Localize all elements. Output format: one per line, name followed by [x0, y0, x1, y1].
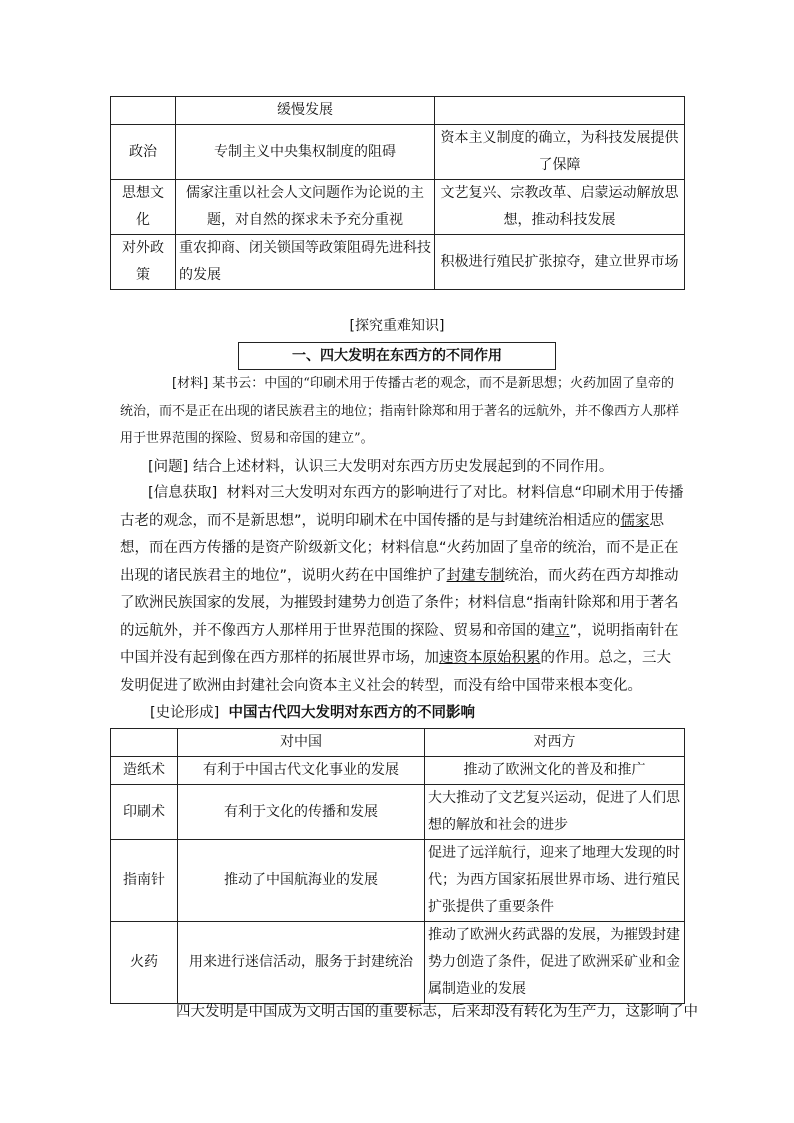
info-underline-4: 速资本原始积累: [439, 650, 541, 666]
four-inventions-table: [110, 728, 685, 1004]
west-cell: 促进了远洋航行，迎来了地理大发现的时代；为西方国家拓展世界市场、进行殖民扩张提供了重要条件: [425, 840, 685, 922]
china-cell: 用来进行迷信活动，服务于封建统治: [178, 922, 425, 1004]
table-row: [111, 235, 685, 290]
section-title: 一、四大发明在东西方的不同作用: [238, 342, 556, 370]
china-cell: 缓慢发展: [176, 97, 435, 125]
west-cell: 推动了欧洲文化的普及和推广: [425, 757, 685, 785]
problem-text: 结合上述材料，认识三大发明对东西方历史发展起到的不同作用。: [192, 459, 614, 475]
info-text-4: ”，说明指南针在中国并没有起到像在西方那样的拓展世界市场，加: [120, 622, 679, 666]
table-row: [111, 180, 685, 235]
header-cell: 对中国: [178, 729, 425, 757]
material-text: 某书云：中国的“印刷术用于传播古老的观念，而不是新思想；火药加固了皇帝的统治，而不是正在出现的诸民族君主的地位；指南针除郑和用于著名的远航外，并不像西方人那样用于世界范围的探险、贸易和帝国的建立”。: [120, 376, 680, 446]
china-cell: 儒家注重以社会人文问题作为论说的主题，对自然的探求未予充分重视: [176, 180, 435, 235]
section-label: [探究重难知识]: [349, 318, 445, 334]
china-cell: 有利于文化的传播和发展: [178, 785, 425, 840]
row-label: 指南针: [111, 840, 178, 922]
west-cell: 积极进行殖民扩张掠夺，建立世界市场: [435, 235, 685, 290]
info-paragraph: [120, 480, 685, 700]
west-cell: 大大推动了文艺复兴运动，促进了人们思想的解放和社会的进步: [425, 785, 685, 840]
problem-tag: [问题]: [148, 459, 189, 475]
table-row: [111, 757, 685, 785]
info-tag: [信息获取]: [148, 485, 218, 501]
problem-paragraph: [120, 454, 685, 482]
row-label: 火药: [111, 922, 178, 1004]
row-label: 政治: [111, 125, 176, 180]
shilun-title: 中国古代四大发明对东西方的不同影响: [228, 705, 476, 721]
table-row: [111, 125, 685, 180]
continuation-line: 四大发明是中国成为文明古国的重要标志，后来却没有转化为生产力，这影响了中: [176, 1004, 698, 1020]
row-label: 造纸术: [111, 757, 178, 785]
west-cell: [435, 97, 685, 125]
table-header-row: [111, 729, 685, 757]
table-row: [111, 840, 685, 922]
info-text-2: 思想，而在西方传播的是资产阶级新文化；材料信息“火药加固了皇帝的统治，而不是正在出现的诸民族君主的地位”，说明火药在中国维护了: [120, 512, 679, 584]
row-label: 印刷术: [111, 785, 178, 840]
info-text-3: 统治，而火药在西方却推动了欧洲民族国家的发展，为摧毁封建势力创造了条件；材料信息“指南针除郑和用于著名的远航外，并不像西方人那样用于世界范围的探险、贸易和帝国的建: [120, 567, 679, 639]
row-label: 对外政策: [111, 235, 176, 290]
west-cell: 资本主义制度的确立，为科技发展提供了保障: [435, 125, 685, 180]
table-row: [111, 97, 685, 125]
material-paragraph: [120, 370, 685, 453]
info-text-1: 材料对三大发明对东西方的影响进行了对比。材料信息“印刷术用于传播古老的观念，而不是新思想”，说明印刷术在中国传播的是与封建统治相适应的: [120, 485, 684, 529]
info-text-5: 的作用。总之，三大发明促进了欧洲由封建社会向资本主义社会的转型，而没有给中国带来根本变化。: [120, 650, 671, 694]
china-cell: 专制主义中央集权制度的阻碍: [176, 125, 435, 180]
china-cell: 重农抑商、闭关锁国等政策阻碍先进科技的发展: [176, 235, 435, 290]
comparison-table-top: [110, 96, 685, 290]
header-cell: [111, 729, 178, 757]
table-row: [111, 785, 685, 840]
info-underline-3: 立: [555, 622, 570, 639]
shilun-tag: [史论形成]: [150, 705, 220, 721]
table-row: [111, 922, 685, 1004]
row-label: [111, 97, 176, 125]
info-underline-1: 儒家: [620, 512, 650, 529]
west-cell: 推动了欧洲火药武器的发展，为摧毁封建势力创造了条件，促进了欧洲采矿业和金属制造业的发展: [425, 922, 685, 1004]
header-cell: 对西方: [425, 729, 685, 757]
west-cell: 文艺复兴、宗教改革、启蒙运动解放思想，推动科技发展: [435, 180, 685, 235]
info-underline-2: 封建专制: [446, 567, 505, 584]
china-cell: 有利于中国古代文化事业的发展: [178, 757, 425, 785]
shilun-heading: [150, 700, 685, 728]
material-tag: [材料]: [172, 376, 209, 391]
row-label: 思想文化: [111, 180, 176, 235]
china-cell: 推动了中国航海业的发展: [178, 840, 425, 922]
